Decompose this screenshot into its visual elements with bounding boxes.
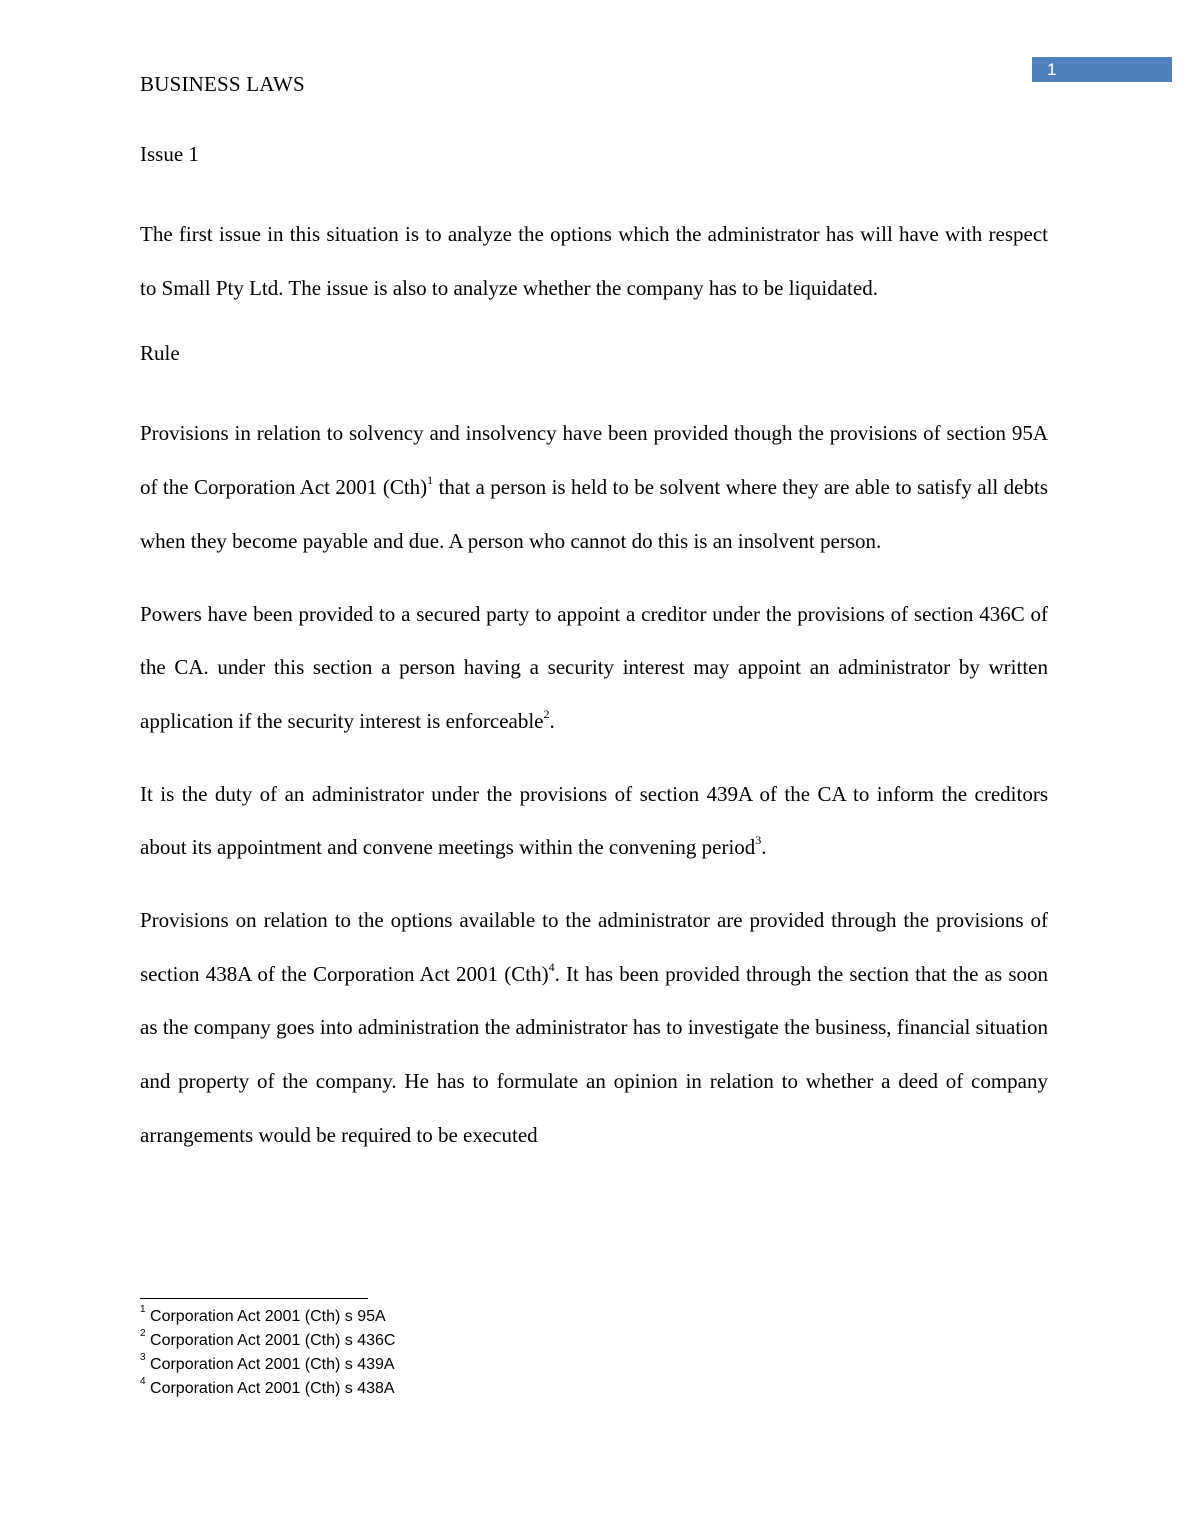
footnote-text: Corporation Act 2001 (Cth) s 436C	[150, 1332, 396, 1349]
para4-text-b: . It has been provided through the section that the as soon as the company goes into administration the administrator has to investigate the business, financial situation and property of the company. He has to formulate an opinion in relation to whether a deed of company arrangements would be required to be executed	[140, 961, 1048, 1147]
footnote-ref-2[interactable]: 2	[543, 706, 550, 721]
footnote-separator	[140, 1298, 368, 1299]
footnote-text: Corporation Act 2001 (Cth) s 95A	[150, 1308, 386, 1325]
issue-paragraph-text: The first issue in this situation is to analyze the options which the administrator has will have with respect to Small Pty Ltd. The issue is also to analyze whether the company has to be liquidated.	[140, 222, 1048, 300]
heading-rule: Rule	[140, 341, 180, 366]
page-number: 1	[1047, 60, 1057, 79]
footnote-item	[140, 1305, 395, 1329]
footnote-number: 2	[140, 1327, 146, 1339]
para4-text-a: Provisions on relation to the options available to the administrator are provided through the provisions of section 438A of the Corporation Act 2001 (Cth)	[140, 908, 1048, 986]
para3-text-a: It is the duty of an administrator under the provisions of section 439A of the CA to inform the creditors about its appointment and convene meetings within the convening period	[140, 781, 1048, 860]
footnote-ref-4[interactable]: 4	[548, 959, 555, 974]
footnote-item	[140, 1329, 395, 1353]
footnote-text: Corporation Act 2001 (Cth) s 438A	[150, 1380, 395, 1397]
footnote-item	[140, 1377, 395, 1401]
page-number-badge	[1032, 57, 1172, 82]
footnote-text: Corporation Act 2001 (Cth) s 439A	[150, 1356, 395, 1373]
footnote-number: 4	[140, 1375, 146, 1387]
running-head: BUSINESS LAWS	[140, 72, 305, 96]
para1-text-a: Provisions in relation to solvency and insolvency have been provided though the provisions of section 95A of the Corporation Act 2001 (Cth)	[140, 421, 1048, 500]
issue-paragraph	[140, 208, 1048, 315]
rule-paragraph-4	[140, 894, 1048, 1163]
rule-paragraph-2	[140, 588, 1048, 749]
footnote-number: 1	[140, 1303, 146, 1315]
footnote-ref-1[interactable]: 1	[427, 473, 434, 488]
rule-paragraph-3	[140, 768, 1048, 875]
para3-text-b: .	[761, 835, 767, 860]
para2-text-b: .	[549, 708, 555, 733]
footnotes	[140, 1305, 395, 1401]
footnote-item	[140, 1353, 395, 1377]
para2-text-a: Powers have been provided to a secured party to appoint a creditor under the provisions of section 436C of the CA. under this section a person having a security interest may appoint an administrator by written application if the security interest is enforceable	[140, 601, 1048, 733]
rule-paragraph-1	[140, 407, 1048, 568]
heading-issue: Issue 1	[140, 142, 199, 166]
footnote-ref-3[interactable]: 3	[755, 833, 762, 848]
footnote-number: 3	[140, 1351, 146, 1363]
para1-text-b: that a person is held to be solvent where they are able to satisfy all debts when they become payable and due. A person who cannot do this is an insolvent person.	[140, 475, 1048, 553]
document-body	[140, 135, 1048, 1182]
